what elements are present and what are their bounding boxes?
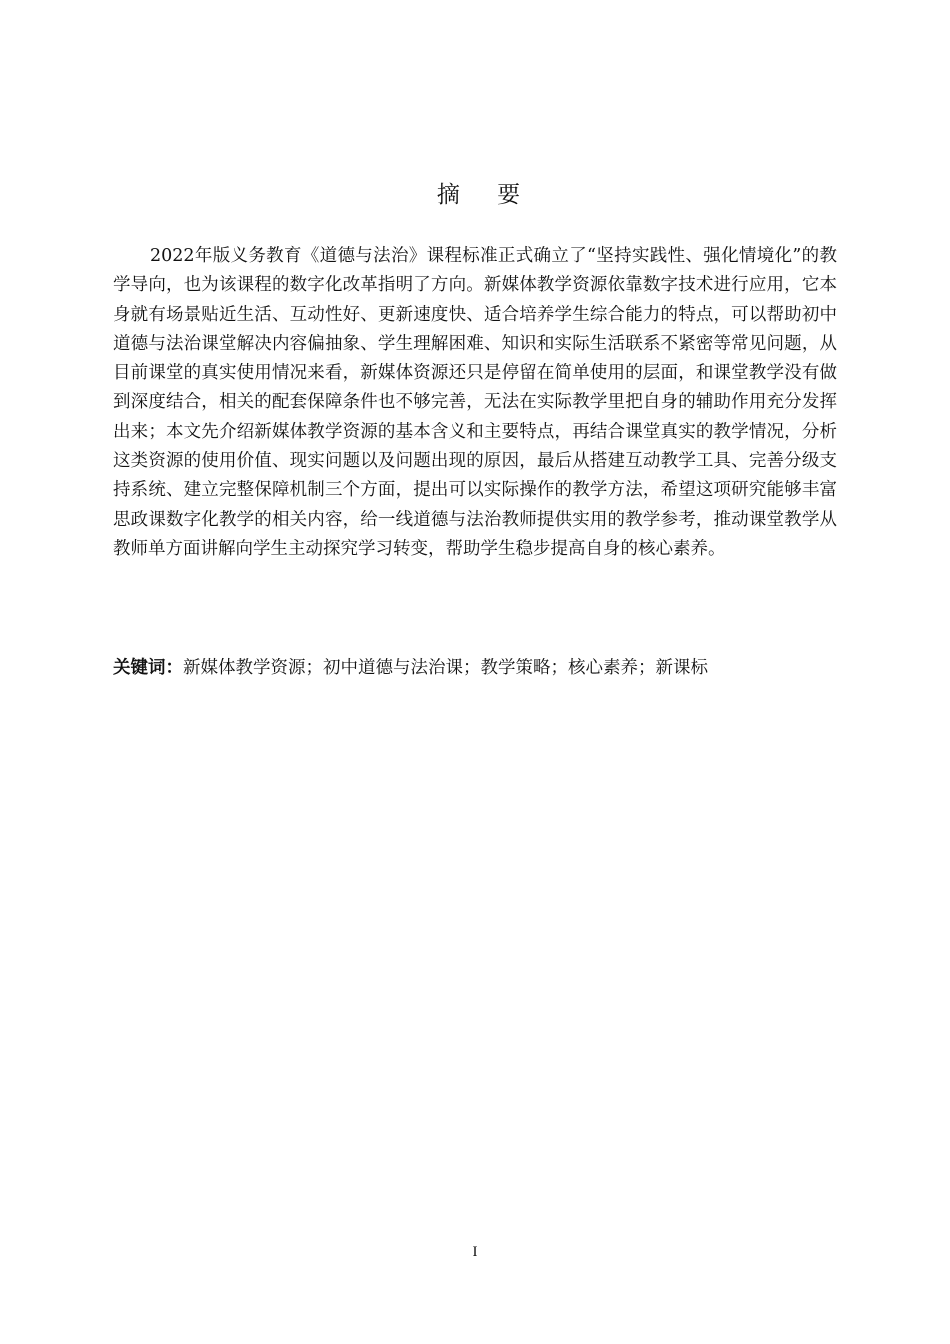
keywords-label: 关键词： [113,658,183,678]
abstract-title: 摘 要 [436,182,536,208]
page-number: I [472,1244,478,1260]
keywords-line [113,654,837,683]
abstract-body: 2022年版义务教育《道德与法治》课程标准正式确立了“坚持实践性、强化情境化”的教学导向，也为该课程的数字化改革指明了方向。新媒体教学资源依靠数字技术进行应用，它本身就有场景贴近生活、互动性好、更新速度快、适合培养学生综合能力的特点，可以帮助初中道德与法治课堂解决内容偏抽象、学生理解困难、知识和实际生活联系不紧密等常见问题，从目前课堂的真实使用情况来看，新媒体资源还只是停留在简单使用的层面，和课堂教学没有做到深度结合，相关的配套保障条件也不够完善，无法在实际教学里把自身的辅助作用充分发挥出来；本文先介绍新媒体教学资源的基本含义和主要特点，再结合课堂真实的教学情况，分析这类资源的使用价值、现实问题以及问题出现的原因，最后从搭建互动教学工具、完善分级支持系统、建立完整保障机制三个方面，提出可以实际操作的教学方法，希望这项研究能够丰富思政课数字化教学的相关内容，给一线道德与法治教师提供实用的教学参考，推动课堂教学从教师单方面讲解向学生主动探究学习转变，帮助学生稳步提高自身的核心素养。 [113,246,837,559]
keywords-text: 新媒体教学资源；初中道德与法治课；教学策略；核心素养；新课标 [183,658,708,678]
